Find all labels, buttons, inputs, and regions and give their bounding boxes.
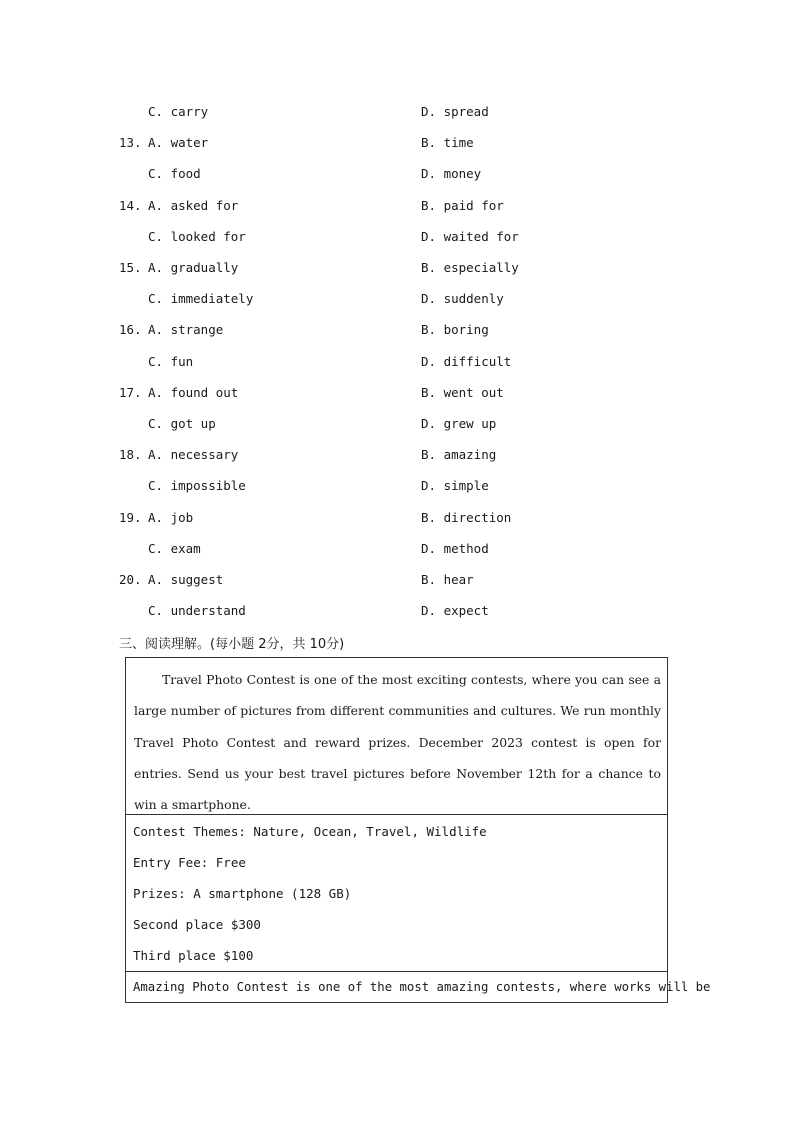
question-row <box>0 354 794 374</box>
option-right: D. money <box>421 166 482 182</box>
prizes-line: Prizes: A smartphone (128 GB) <box>133 886 352 901</box>
option-left: C. looked for <box>148 228 246 244</box>
option-left: C. carry <box>148 104 209 119</box>
third-place-line: Third place $100 <box>133 948 254 963</box>
question-number: 15. <box>119 260 142 275</box>
question-row <box>0 322 794 342</box>
question-number: 14. <box>119 197 142 213</box>
question-number: 13. <box>119 135 142 151</box>
question-row <box>0 572 794 592</box>
option-left: A. suggest <box>148 572 224 587</box>
option-right: B. direction <box>421 509 512 525</box>
option-left: C. exam <box>148 540 201 556</box>
question-row <box>0 260 794 280</box>
amazing-contest-text: Amazing Photo Contest is one of the most amazing contests, where works will be <box>133 980 711 994</box>
option-right: B. paid for <box>421 197 504 213</box>
option-left: C. impossible <box>148 478 246 494</box>
question-row <box>0 478 794 498</box>
option-left: C. food <box>148 166 201 182</box>
option-left: A. job <box>148 509 194 525</box>
question-row <box>0 166 794 186</box>
option-right: D. suddenly <box>421 291 504 307</box>
option-left: C. immediately <box>148 291 254 307</box>
question-row <box>0 291 794 311</box>
option-left: A. gradually <box>148 260 239 275</box>
option-right: D. waited for <box>421 228 519 244</box>
question-row <box>0 104 794 124</box>
option-left: C. understand <box>148 603 246 619</box>
question-row <box>0 447 794 467</box>
contest-intro-paragraph: Travel Photo Contest is one of the most exciting contests, where you can see a large number of pictures from different communities and cultures. We run monthly Travel Photo Contest and reward prizes. December 2023 contest is open for entries. Send us your best travel pictures before November 12th for a chance to win a smartphone. <box>134 672 661 813</box>
option-right: D. expect <box>421 603 489 619</box>
question-number: 16. <box>119 322 142 338</box>
question-row <box>0 416 794 436</box>
section-heading: 三、阅读理解。(每小题 2分，共 10分) <box>119 637 345 652</box>
entry-fee-line: Entry Fee: Free <box>133 855 246 870</box>
option-left: A. water <box>148 135 209 151</box>
option-left: A. necessary <box>148 447 239 463</box>
question-row <box>0 385 794 405</box>
question-row <box>0 510 794 530</box>
amazing-contest-box <box>125 971 711 1003</box>
contest-intro-box <box>125 657 668 815</box>
option-right: D. difficult <box>421 353 512 369</box>
option-right: B. especially <box>421 260 519 275</box>
second-place-line: Second place $300 <box>133 917 261 932</box>
option-right: D. spread <box>421 104 489 119</box>
option-right: B. hear <box>421 572 474 587</box>
question-row <box>0 198 794 218</box>
question-number: 19. <box>119 509 142 525</box>
option-left: C. fun <box>148 353 194 369</box>
contest-themes-line: Contest Themes: Nature, Ocean, Travel, Wildlife <box>133 824 487 839</box>
option-right: B. went out <box>421 384 504 400</box>
option-right: D. grew up <box>421 416 497 431</box>
question-number: 18. <box>119 447 142 463</box>
option-right: D. simple <box>421 478 489 494</box>
question-row <box>0 135 794 155</box>
option-left: C. got up <box>148 416 216 431</box>
option-right: B. amazing <box>421 447 497 463</box>
option-right: B. time <box>421 135 474 151</box>
question-row <box>0 541 794 561</box>
contest-details-box <box>125 814 668 972</box>
question-row <box>0 229 794 249</box>
option-left: A. strange <box>148 322 224 338</box>
question-number: 17. <box>119 384 142 400</box>
option-left: A. asked for <box>148 197 239 213</box>
question-number: 20. <box>119 572 142 587</box>
option-right: B. boring <box>421 322 489 338</box>
option-left: A. found out <box>148 384 239 400</box>
option-right: D. method <box>421 540 489 556</box>
question-row <box>0 603 794 623</box>
